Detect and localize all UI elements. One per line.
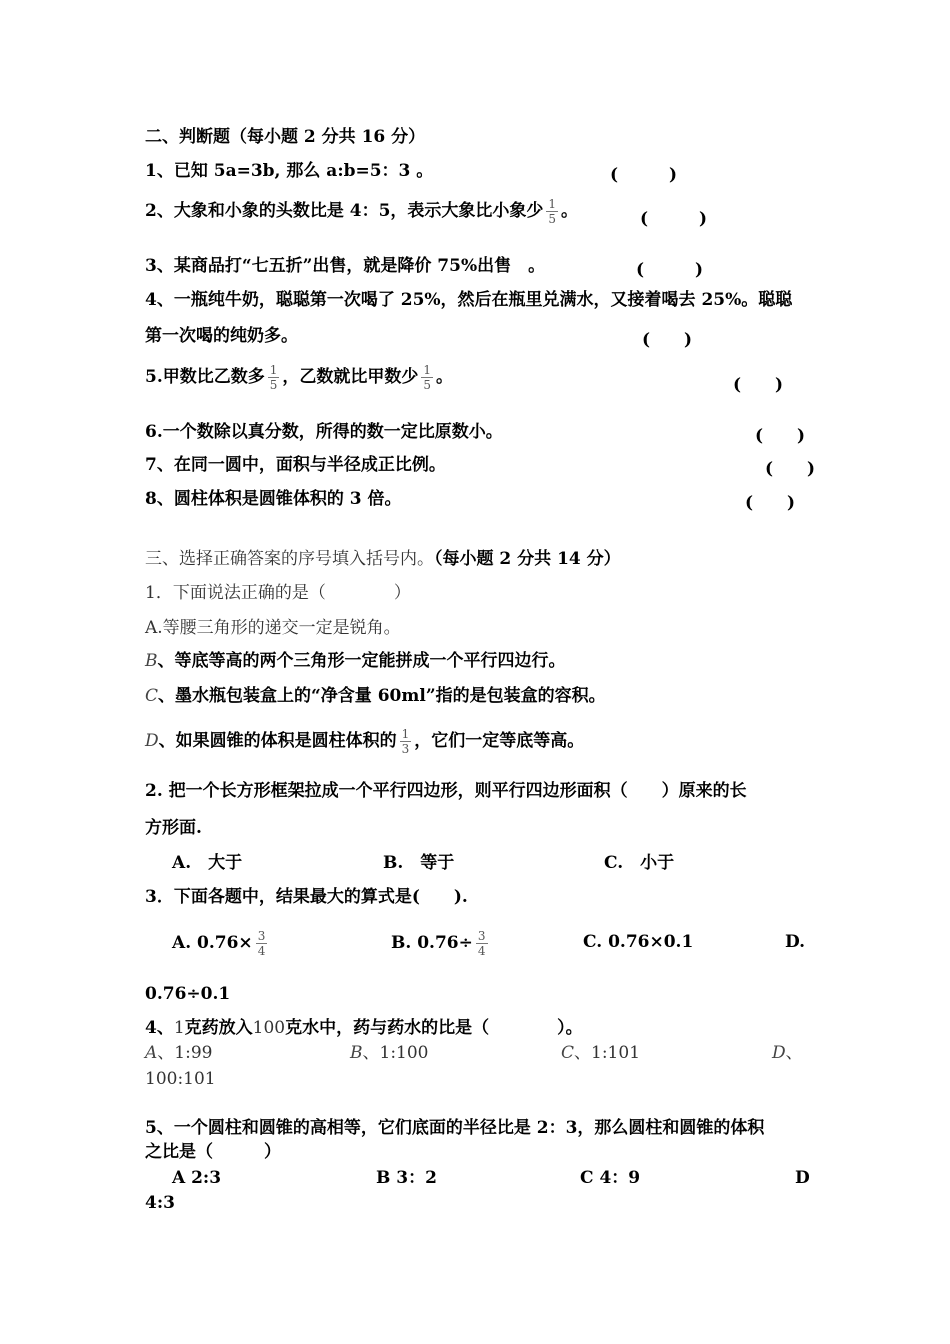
choice-q5-option-b[interactable]: B 3：2 xyxy=(376,1168,437,1188)
choice-q1-option-d[interactable] xyxy=(145,727,584,756)
option-text: 、如果圆锥的体积是圆柱体积的 xyxy=(158,731,397,751)
stem-number: 100 xyxy=(252,1018,286,1038)
option-letter: B xyxy=(145,651,158,671)
option-value: 、1:100 xyxy=(362,1043,429,1063)
section3-heading-main: 三、选择正确答案的序号填入括号内。 xyxy=(145,549,434,569)
choice-q3-option-c[interactable]: C. 0.76×0.1 xyxy=(583,932,694,952)
judge-q2-blank[interactable]: ( ) xyxy=(640,209,708,229)
choice-q2-option-a[interactable]: A. 大于 xyxy=(172,853,243,873)
option-letter: C xyxy=(145,686,159,706)
option-separator: 、 xyxy=(785,1043,803,1063)
choice-q5-line2: 之比是（ ） xyxy=(145,1142,281,1162)
stem-text: 4、 xyxy=(145,1018,174,1038)
choice-q1-option-b[interactable] xyxy=(145,650,566,672)
choice-q3-option-d-label[interactable]: D. xyxy=(785,932,806,952)
option-value: 、1:101 xyxy=(574,1043,641,1063)
choice-q4-option-d-value: 100:101 xyxy=(145,1069,216,1089)
judge-q2-end: 。 xyxy=(561,201,579,221)
choice-q2-option-c[interactable]: C. 小于 xyxy=(604,853,675,873)
judge-q4-line2: 第一次喝的纯奶多。 xyxy=(145,326,298,346)
fraction-numerator: 3 xyxy=(477,929,486,943)
judge-q2 xyxy=(145,197,578,226)
judge-q7-text: 7、在同一圆中，面积与半径成正比例。 xyxy=(145,455,446,475)
section2-heading: 二、判断题（每小题 2 分共 16 分） xyxy=(145,127,426,147)
judge-q2-text: 2、大象和小象的头数比是 4：5，表示大象比小象少 xyxy=(145,201,544,221)
choice-q3-option-b[interactable] xyxy=(391,929,491,958)
fraction-denominator: 5 xyxy=(548,212,557,226)
choice-q4-stem xyxy=(145,1017,583,1039)
option-letter: A xyxy=(145,1043,158,1063)
judge-q6-text: 6.一个数除以真分数，所得的数一定比原数小。 xyxy=(145,422,503,442)
judge-q3-text: 3、某商品打“七五折”出售，就是降价 75%出售 。 xyxy=(145,256,546,276)
judge-q5 xyxy=(145,363,453,392)
section3-heading-score: （每小题 2 分共 14 分） xyxy=(434,549,621,569)
choice-q3-option-a[interactable] xyxy=(172,929,270,958)
fraction-denominator: 4 xyxy=(257,944,266,958)
choice-q2-option-b[interactable]: B. 等于 xyxy=(383,853,455,873)
choice-q5-option-d-label[interactable]: D xyxy=(795,1168,810,1188)
fraction-numerator: 1 xyxy=(401,727,410,741)
judge-q5-end: 。 xyxy=(436,367,454,387)
judge-q1-blank[interactable]: ( ) xyxy=(610,165,678,185)
fraction-one-fifth xyxy=(421,363,433,392)
fraction-numerator: 3 xyxy=(257,929,266,943)
choice-q5-option-d-value: 4:3 xyxy=(145,1193,175,1213)
option-text: A. 0.76× xyxy=(172,933,253,953)
fraction-numerator: 1 xyxy=(423,363,432,377)
choice-q1-stem: 1．下面说法正确的是（ ） xyxy=(145,583,411,603)
choice-q5-option-a[interactable]: A 2:3 xyxy=(172,1168,222,1188)
option-text: 、墨水瓶包装盒上的“净含量 60ml”指的是包装盒的容积。 xyxy=(158,686,606,706)
judge-q5-mid: ，乙数就比甲数少 xyxy=(282,367,419,387)
option-letter: D xyxy=(145,731,159,751)
fraction-three-quarters xyxy=(476,929,488,958)
judge-q3-blank[interactable]: ( ) xyxy=(636,260,704,280)
stem-text: 克药放入 xyxy=(184,1018,253,1038)
section3-heading xyxy=(145,548,621,570)
choice-q1-option-a[interactable]: A.等腰三角形的递交一定是锐角。 xyxy=(145,618,401,638)
option-letter: D xyxy=(772,1043,786,1063)
fraction-one-third xyxy=(400,727,412,756)
choice-q1-option-c[interactable] xyxy=(145,685,606,707)
option-letter: C xyxy=(561,1043,575,1063)
choice-q4-option-a[interactable] xyxy=(145,1042,212,1064)
choice-q3-option-d-value: 0.76÷0.1 xyxy=(145,984,231,1004)
fraction-three-quarters xyxy=(256,929,268,958)
choice-q5-line1: 5、一个圆柱和圆锥的高相等，它们底面的半径比是 2：3，那么圆柱和圆锥的体积 xyxy=(145,1118,765,1138)
judge-q7-blank[interactable]: ( ) xyxy=(765,459,816,479)
choice-q4-option-b[interactable] xyxy=(350,1042,429,1064)
option-letter: B xyxy=(350,1043,363,1063)
choice-q5-option-c[interactable]: C 4：9 xyxy=(580,1168,641,1188)
judge-q1-text: 1、已知 5a=3b, 那么 a:b=5：3 。 xyxy=(145,161,434,181)
fraction-denominator: 3 xyxy=(401,742,410,756)
choice-q2-line2: 方形面. xyxy=(145,818,202,838)
judge-q5-blank[interactable]: ( ) xyxy=(733,375,784,395)
fraction-denominator: 4 xyxy=(477,944,486,958)
fraction-denominator: 5 xyxy=(269,378,278,392)
judge-q6-blank[interactable]: ( ) xyxy=(755,426,806,446)
fraction-denominator: 5 xyxy=(423,378,432,392)
stem-number: 1 xyxy=(173,1018,185,1038)
option-text-end: ，它们一定等底等高。 xyxy=(414,731,585,751)
judge-q8-text: 8、圆柱体积是圆锥体积的 3 倍。 xyxy=(145,489,402,509)
option-value: 、1:99 xyxy=(157,1043,213,1063)
choice-q4-option-d[interactable] xyxy=(772,1042,803,1064)
choice-q2-line1: 2. 把一个长方形框架拉成一个平行四边形，则平行四边形面积（ ）原来的长 xyxy=(145,781,747,801)
fraction-numerator: 1 xyxy=(269,363,278,377)
option-text: 、等底等高的两个三角形一定能拼成一个平行四边行。 xyxy=(157,651,566,671)
choice-q4-option-c[interactable] xyxy=(561,1042,640,1064)
choice-q3-stem: 3．下面各题中，结果最大的算式是( ). xyxy=(145,887,468,907)
fraction-numerator: 1 xyxy=(548,197,557,211)
option-text: B. 0.76÷ xyxy=(391,933,473,953)
fraction-one-fifth xyxy=(268,363,280,392)
judge-q8-blank[interactable]: ( ) xyxy=(745,493,796,513)
fraction-one-fifth xyxy=(546,197,558,226)
judge-q4-line1: 4、一瓶纯牛奶，聪聪第一次喝了 25%，然后在瓶里兑满水，又接着喝去 25%。聪聪 xyxy=(145,290,793,310)
judge-q5-text: 5.甲数比乙数多 xyxy=(145,367,265,387)
stem-text: 克水中，药与药水的比是（ ）。 xyxy=(285,1018,583,1038)
judge-q4-blank[interactable]: ( ) xyxy=(642,330,693,350)
